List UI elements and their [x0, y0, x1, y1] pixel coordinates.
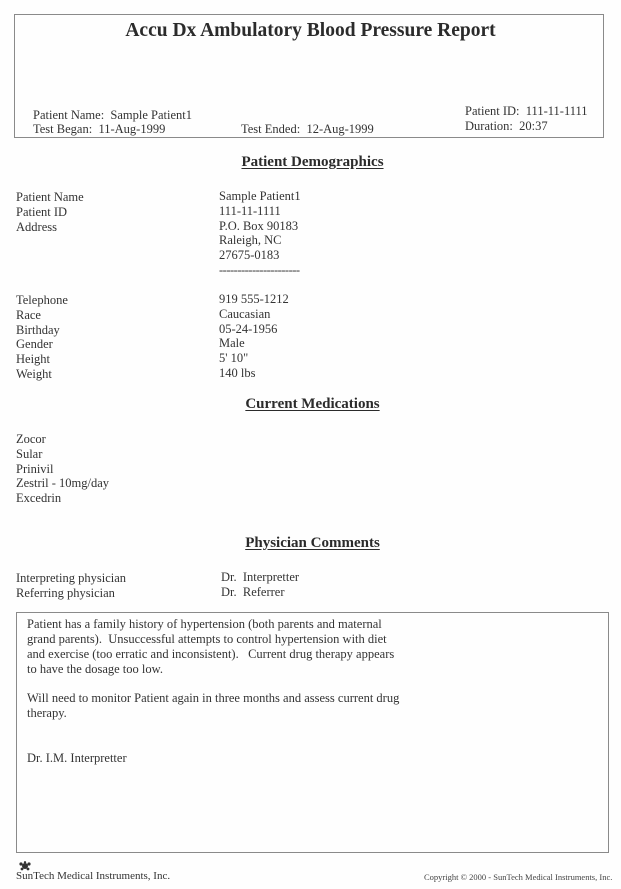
header-test-ended	[241, 122, 374, 137]
demographics-label: Birthday	[16, 322, 60, 337]
header-patient-id-label: Patient ID:	[465, 104, 520, 118]
header-patient-name-label: Patient Name:	[33, 108, 105, 122]
medications-heading: Current Medications	[245, 396, 380, 412]
medication-item: Sular	[16, 446, 43, 461]
demographics-label: Race	[16, 307, 41, 322]
demographics-label: Address	[16, 219, 57, 234]
comment-paragraph-2: Will need to monitor Patient again in three months and assess current drug therapy.	[27, 691, 400, 720]
demographics-label: Patient Name	[16, 190, 84, 204]
demographics-labels	[16, 190, 84, 234]
header-patient-id-value: 111-11-1111	[525, 104, 588, 118]
header-test-began	[33, 122, 165, 137]
footer-company: SunTech Medical Instruments, Inc.	[16, 870, 171, 882]
header-duration	[465, 119, 548, 134]
header-test-ended-value: 12-Aug-1999	[306, 122, 374, 136]
physician-value: Dr. Referrer	[221, 584, 285, 599]
address-line: 27675-0183	[219, 248, 280, 263]
header-duration-value: 20:37	[519, 119, 548, 133]
medication-item: Zestril - 10mg/day	[16, 476, 110, 491]
demographics-label: Gender	[16, 337, 53, 352]
physician-values	[221, 570, 299, 600]
demographics-value: 05-24-1956	[219, 321, 278, 336]
demographics-value: Sample Patient1	[219, 189, 301, 203]
demographics-value: 5' 10"	[219, 351, 249, 366]
demographics-label: Patient ID	[16, 204, 68, 219]
report-title: Accu Dx Ambulatory Blood Pressure Report	[125, 20, 496, 41]
header-duration-label: Duration:	[465, 119, 513, 133]
demographics-value: 919 555-1212	[219, 292, 289, 306]
demographics-values-2	[219, 292, 289, 381]
address-separator: ----------------------	[219, 262, 300, 277]
demographics-label: Weight	[16, 366, 52, 381]
physician-label: Referring physician	[16, 585, 115, 600]
demographics-label: Telephone	[16, 293, 68, 307]
comment-paragraph-1: Patient has a family history of hypertension (both parents and maternal grand parents). Unsuccessful attempts to control hypertension with diet and exercise (too erratic and inconsistent). Current drug therapy appears to have the dosage too low.	[27, 617, 398, 676]
physician-label: Interpreting physician	[16, 571, 127, 585]
demographics-label: Height	[16, 352, 51, 367]
header-patient-name	[33, 108, 192, 123]
address-line: Raleigh, NC	[219, 233, 282, 248]
demographics-value: 140 lbs	[219, 365, 256, 380]
physician-signature: Dr. I.M. Interpretter	[27, 751, 127, 765]
medications-list	[16, 432, 109, 506]
medication-item: Zocor	[16, 432, 46, 446]
demographics-value: Male	[219, 336, 245, 351]
header-patient-name-value: Sample Patient1	[110, 108, 193, 122]
demographics-value: P.O. Box 90183	[219, 218, 299, 233]
physician-value: Dr. Interpretter	[221, 570, 300, 584]
header-patient-id	[465, 104, 588, 119]
demographics-value: 111-11-1111	[219, 203, 281, 218]
demographics-values	[219, 189, 301, 278]
physician-labels	[16, 571, 126, 601]
demographics-labels-2	[16, 293, 68, 382]
header-test-began-label: Test Began:	[33, 122, 93, 136]
demographics-value: Caucasian	[219, 306, 271, 321]
footer-copyright: Copyright © 2000 - SunTech Medical Instruments, Inc.	[424, 872, 613, 882]
medication-item: Excedrin	[16, 491, 62, 506]
header-test-began-value: 11-Aug-1999	[98, 122, 166, 136]
demographics-heading: Patient Demographics	[241, 154, 384, 170]
header-test-ended-label: Test Ended:	[241, 122, 301, 136]
physician-heading: Physician Comments	[245, 535, 380, 551]
medication-item: Prinivil	[16, 461, 54, 476]
